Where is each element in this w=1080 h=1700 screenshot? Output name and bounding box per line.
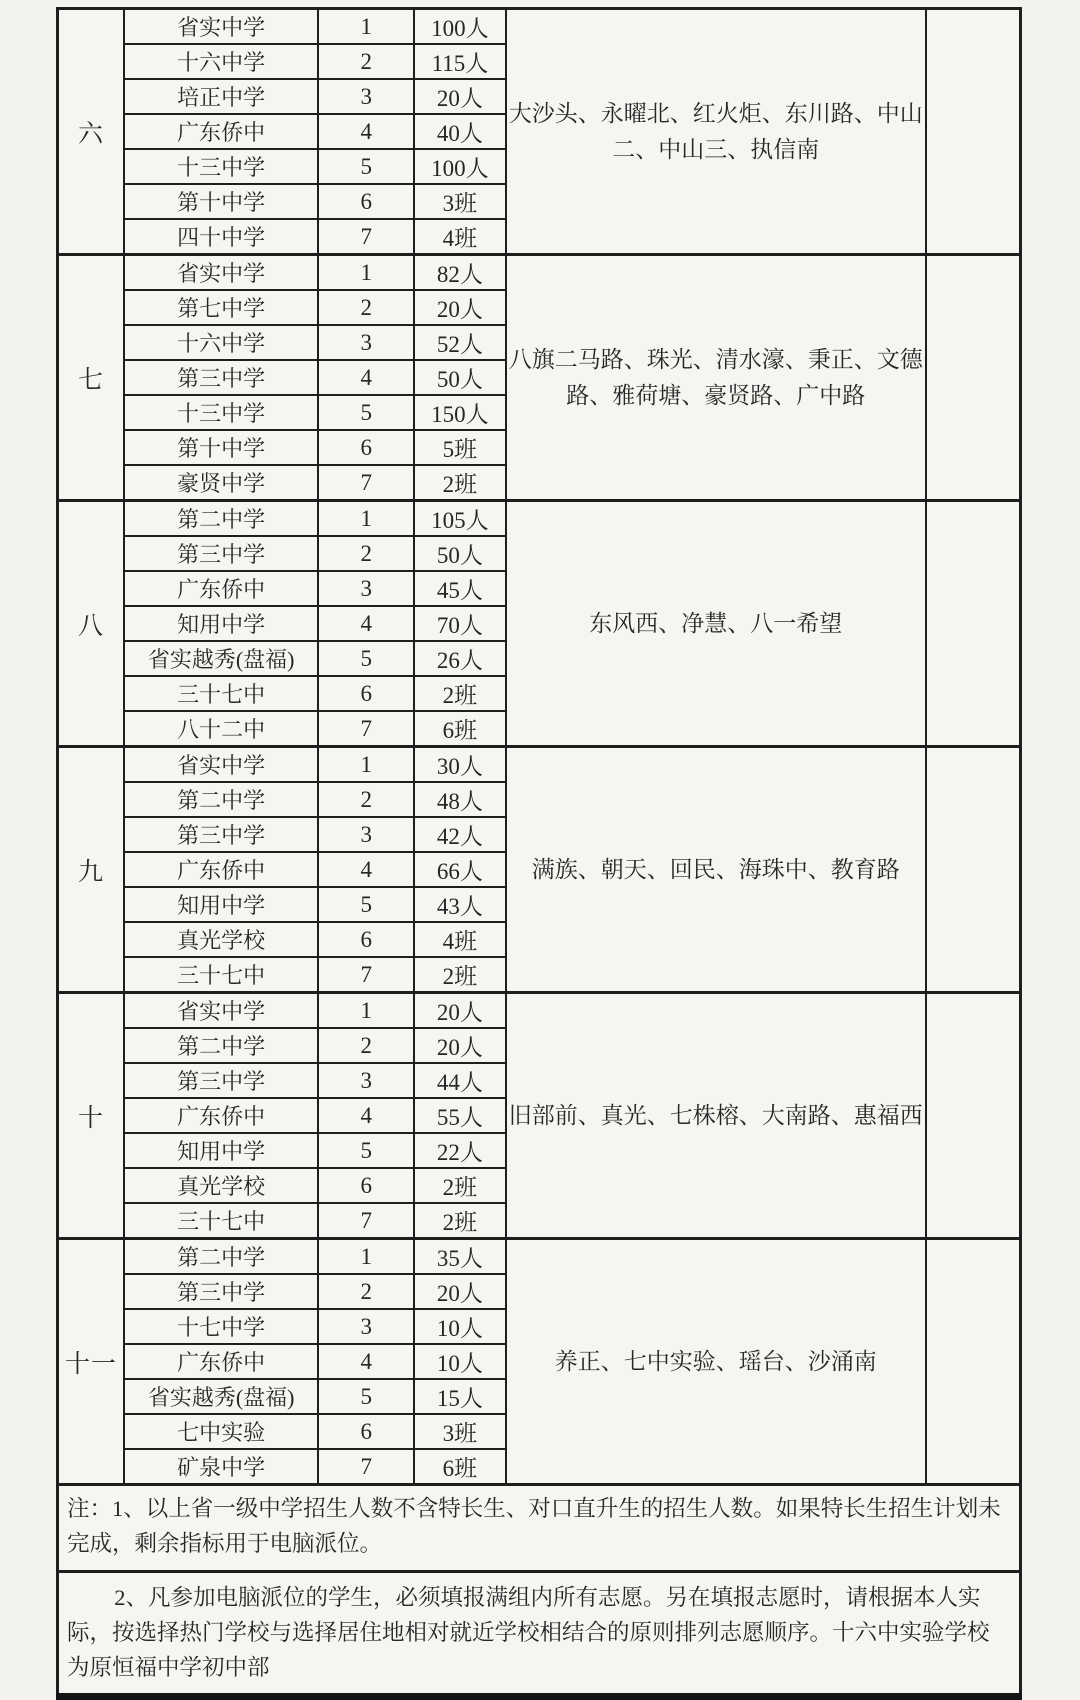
choice-rank-cell: 1 [318,993,414,1029]
choice-rank-cell: 6 [318,430,414,465]
quota-cell: 2班 [414,1203,506,1239]
choice-rank-cell: 7 [318,1203,414,1239]
quota-cell: 45人 [414,571,506,606]
school-name-cell: 广东侨中 [124,114,318,149]
school-name-cell: 第十中学 [124,184,318,219]
table-row [58,747,1021,783]
quota-cell: 10人 [414,1309,506,1344]
quota-cell: 50人 [414,360,506,395]
area-list-cell: 八旗二马路、珠光、清水濠、秉正、文德路、雅荷塘、豪贤路、广中路 [506,255,926,501]
choice-rank-cell: 7 [318,465,414,501]
choice-rank-cell: 6 [318,676,414,711]
choice-rank-cell: 3 [318,571,414,606]
school-name-cell: 广东侨中 [124,1098,318,1133]
choice-rank-cell: 5 [318,641,414,676]
school-name-cell: 真光学校 [124,1168,318,1203]
area-list-cell: 满族、朝天、回民、海珠中、教育路 [506,747,926,993]
choice-rank-cell: 5 [318,1133,414,1168]
quota-cell: 2班 [414,676,506,711]
empty-column-cell [926,993,1021,1239]
area-list-cell: 养正、七中实验、瑶台、沙涌南 [506,1239,926,1485]
quota-cell: 48人 [414,782,506,817]
choice-rank-cell: 6 [318,922,414,957]
school-name-cell: 广东侨中 [124,1344,318,1379]
table-row [58,255,1021,291]
choice-rank-cell: 7 [318,711,414,747]
school-name-cell: 省实中学 [124,747,318,783]
school-name-cell: 豪贤中学 [124,465,318,501]
quota-cell: 43人 [414,887,506,922]
quota-cell: 100人 [414,149,506,184]
school-name-cell: 三十七中 [124,676,318,711]
choice-rank-cell: 4 [318,114,414,149]
choice-rank-cell: 6 [318,1414,414,1449]
choice-rank-cell: 1 [318,255,414,291]
choice-rank-cell: 1 [318,747,414,783]
school-name-cell: 广东侨中 [124,571,318,606]
quota-cell: 50人 [414,536,506,571]
empty-column-cell [926,255,1021,501]
empty-column-cell [926,9,1021,255]
choice-rank-cell: 2 [318,1274,414,1309]
school-name-cell: 十七中学 [124,1309,318,1344]
group-label-cell: 六 [58,9,124,255]
school-name-cell: 第三中学 [124,360,318,395]
choice-rank-cell: 2 [318,290,414,325]
quota-cell: 15人 [414,1379,506,1414]
table-row [58,993,1021,1029]
choice-rank-cell: 5 [318,149,414,184]
school-name-cell: 第三中学 [124,1274,318,1309]
choice-rank-cell: 3 [318,325,414,360]
quota-cell: 4班 [414,922,506,957]
quota-cell: 10人 [414,1344,506,1379]
choice-rank-cell: 2 [318,782,414,817]
school-name-cell: 十三中学 [124,395,318,430]
school-name-cell: 省实越秀(盘福) [124,1379,318,1414]
choice-rank-cell: 4 [318,360,414,395]
quota-cell: 115人 [414,44,506,79]
choice-rank-cell: 7 [318,1449,414,1485]
area-list-cell: 大沙头、永曜北、红火炬、东川路、中山二、中山三、执信南 [506,9,926,255]
school-name-cell: 省实中学 [124,993,318,1029]
empty-column-cell [926,501,1021,747]
choice-rank-cell: 2 [318,1028,414,1063]
school-name-cell: 真光学校 [124,922,318,957]
choice-rank-cell: 3 [318,1309,414,1344]
school-name-cell: 十三中学 [124,149,318,184]
quota-cell: 6班 [414,1449,506,1485]
quota-cell: 44人 [414,1063,506,1098]
allocation-table [56,7,1022,1700]
quota-cell: 55人 [414,1098,506,1133]
quota-cell: 20人 [414,1028,506,1063]
table-row [58,501,1021,537]
group-label-cell: 十 [58,993,124,1239]
school-name-cell: 第七中学 [124,290,318,325]
school-name-cell: 知用中学 [124,1133,318,1168]
quota-cell: 82人 [414,255,506,291]
school-name-cell: 知用中学 [124,887,318,922]
school-name-cell: 第十中学 [124,430,318,465]
quota-cell: 2班 [414,465,506,501]
choice-rank-cell: 1 [318,501,414,537]
school-name-cell: 第三中学 [124,817,318,852]
quota-cell: 5班 [414,430,506,465]
quota-cell: 22人 [414,1133,506,1168]
quota-cell: 40人 [414,114,506,149]
choice-rank-cell: 2 [318,44,414,79]
school-name-cell: 第三中学 [124,1063,318,1098]
table-row [58,9,1021,45]
quota-cell: 3班 [414,184,506,219]
school-name-cell: 第二中学 [124,782,318,817]
choice-rank-cell: 5 [318,1379,414,1414]
school-name-cell: 第二中学 [124,1239,318,1275]
note-text: 注：1、以上省一级中学招生人数不含特长生、对口直升生的招生人数。如果特长生招生计划未完成，剩余指标用于电脑派位。 [67,1496,1001,1556]
group-label-cell: 八 [58,501,124,747]
area-list-cell: 东风西、净慧、八一希望 [506,501,926,747]
quota-cell: 150人 [414,395,506,430]
school-name-cell: 省实中学 [124,255,318,291]
quota-cell: 105人 [414,501,506,537]
school-name-cell: 省实越秀(盘福) [124,641,318,676]
choice-rank-cell: 5 [318,887,414,922]
quota-cell: 100人 [414,9,506,45]
choice-rank-cell: 4 [318,1098,414,1133]
quota-cell: 6班 [414,711,506,747]
note-1 [58,1485,1021,1572]
school-name-cell: 知用中学 [124,606,318,641]
quota-cell: 52人 [414,325,506,360]
note-2 [58,1571,1021,1697]
school-name-cell: 第二中学 [124,501,318,537]
school-name-cell: 七中实验 [124,1414,318,1449]
choice-rank-cell: 4 [318,1344,414,1379]
choice-rank-cell: 6 [318,1168,414,1203]
quota-cell: 26人 [414,641,506,676]
choice-rank-cell: 2 [318,536,414,571]
quota-cell: 70人 [414,606,506,641]
school-name-cell: 第二中学 [124,1028,318,1063]
quota-cell: 3班 [414,1414,506,1449]
quota-cell: 2班 [414,957,506,993]
choice-rank-cell: 1 [318,9,414,45]
scanned-document [56,7,1022,1700]
school-name-cell: 三十七中 [124,1203,318,1239]
choice-rank-cell: 3 [318,79,414,114]
school-name-cell: 广东侨中 [124,852,318,887]
choice-rank-cell: 4 [318,606,414,641]
school-name-cell: 矿泉中学 [124,1449,318,1485]
choice-rank-cell: 3 [318,1063,414,1098]
note-text: 2、凡参加电脑派位的学生，必须填报满组内所有志愿。另在填报志愿时，请根据本人实际，按选择热门学校与选择居住地相对就近学校相结合的原则排列志愿顺序。十六中实验学校为原恒福中学初中部 [67,1584,990,1680]
quota-cell: 30人 [414,747,506,783]
quota-cell: 66人 [414,852,506,887]
school-name-cell: 八十二中 [124,711,318,747]
table-row [58,1239,1021,1275]
note-row [58,1485,1021,1572]
choice-rank-cell: 1 [318,1239,414,1275]
choice-rank-cell: 3 [318,817,414,852]
quota-cell: 20人 [414,993,506,1029]
quota-cell: 20人 [414,290,506,325]
area-list-cell: 旧部前、真光、七株榕、大南路、惠福西 [506,993,926,1239]
school-name-cell: 四十中学 [124,219,318,255]
quota-cell: 35人 [414,1239,506,1275]
school-name-cell: 十六中学 [124,44,318,79]
quota-cell: 2班 [414,1168,506,1203]
group-label-cell: 九 [58,747,124,993]
school-name-cell: 三十七中 [124,957,318,993]
quota-cell: 20人 [414,79,506,114]
choice-rank-cell: 7 [318,219,414,255]
choice-rank-cell: 6 [318,184,414,219]
school-name-cell: 省实中学 [124,9,318,45]
choice-rank-cell: 7 [318,957,414,993]
school-name-cell: 第三中学 [124,536,318,571]
quota-cell: 42人 [414,817,506,852]
empty-column-cell [926,747,1021,993]
empty-column-cell [926,1239,1021,1485]
group-label-cell: 七 [58,255,124,501]
school-name-cell: 十六中学 [124,325,318,360]
choice-rank-cell: 5 [318,395,414,430]
note-row [58,1571,1021,1697]
group-label-cell: 十一 [58,1239,124,1485]
choice-rank-cell: 4 [318,852,414,887]
quota-cell: 20人 [414,1274,506,1309]
quota-cell: 4班 [414,219,506,255]
school-name-cell: 培正中学 [124,79,318,114]
